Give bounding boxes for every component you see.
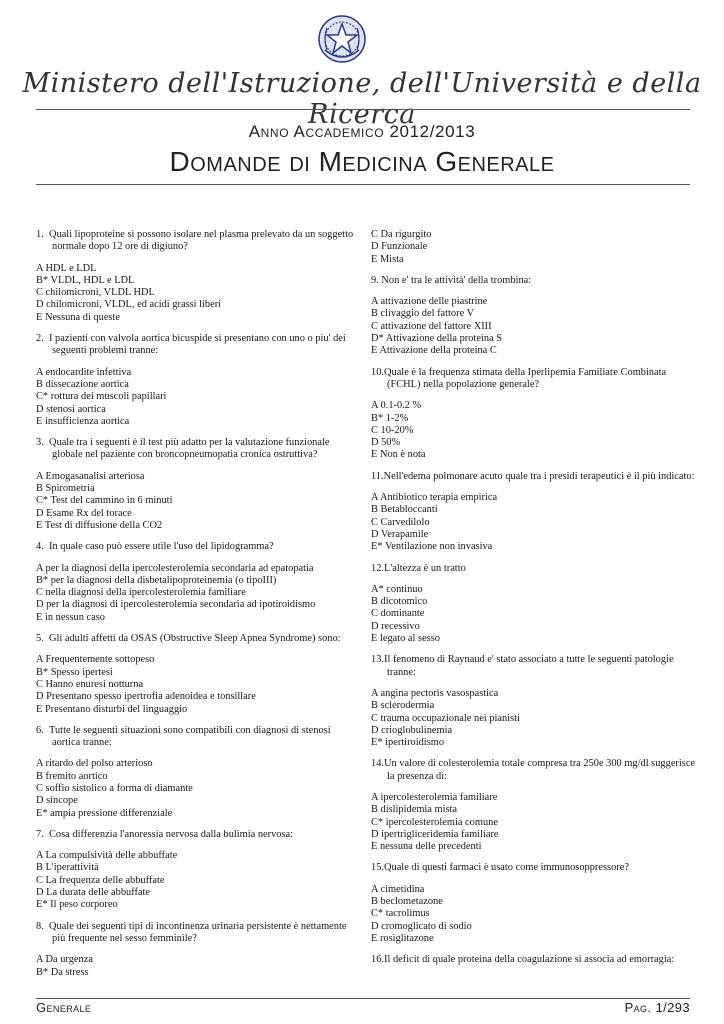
- ministry-name: Ministero dell'Istruzione, dell'Università e della Ricerca: [22, 68, 702, 130]
- question-13: [371, 654, 701, 749]
- answer-option: A ipercolesterolemia familiare: [371, 791, 498, 803]
- header-divider-top: [36, 109, 690, 110]
- question-text: 14.Un valore di colesterolemia totale compresa tra 250e 300 mg/dl suggerisce la presenza di:: [371, 758, 696, 782]
- answer-option: A ritardo del polso arterioso: [36, 758, 153, 770]
- answer-option: A angina pectoris vasospastica: [371, 687, 499, 699]
- answer-option: D cromoglicato di sodio: [371, 920, 472, 932]
- question-8: [36, 921, 358, 979]
- answer-option: A 0.1-0.2 %: [371, 400, 422, 412]
- answer-option: D Esame Rx del torace: [36, 507, 132, 519]
- question-text: 16.Il deficit di quale proteina della coagulazione si associa ad emorragia:: [371, 954, 675, 966]
- answer-option: C* ipercolesterolemia comune: [371, 816, 498, 828]
- answer-option: C trauma occupazionale nei pianisti: [371, 712, 520, 724]
- footer-section: Generale: [36, 1000, 92, 1015]
- answer-option: E legato al sesso: [371, 633, 440, 645]
- answer-option: B sclerodermia: [371, 700, 435, 712]
- question-text: 9. Non e' tra le attività' della trombina:: [371, 274, 532, 286]
- answer-option: A endocardite infettiva: [36, 366, 132, 378]
- republic-emblem-icon: [317, 14, 367, 64]
- question-text: 6. Tutte le seguenti situazioni sono compatibili con diagnosi di stenosi aortica tranne:: [36, 724, 331, 749]
- answer-option: A La compulsività delle abbuffate: [36, 850, 178, 862]
- answer-option: A attivazione delle piastrine: [371, 296, 488, 308]
- answer-option: B* Spesso ipertesi: [36, 666, 113, 678]
- answer-option: D Presentano spesso ipertrofia adenoidea e tonsillare: [36, 691, 256, 703]
- answer-option: B Spirometria: [36, 483, 95, 495]
- question-12: [371, 563, 701, 646]
- answer-option: E Attivazione della proteina C: [371, 345, 497, 357]
- right-question-column: [371, 229, 701, 976]
- question-text: 4. In quale caso può essere utile l'uso del lipidogramma?: [36, 541, 274, 553]
- answer-option: E* Il peso corporeo: [36, 899, 118, 911]
- answer-option: C soffio sistolico a forma di diamante: [36, 782, 193, 794]
- answer-option: E Test di diffusione della CO2: [36, 519, 163, 531]
- answer-option: A per la diagnosi della ipercolesterolemia secondaria ad epatopatia: [36, 562, 314, 574]
- answer-option: C* tacrolimus: [371, 908, 430, 920]
- question-8-continuation: [371, 229, 701, 266]
- answer-option: D Verapamile: [371, 528, 429, 540]
- answer-option: D stenosi aortica: [36, 403, 106, 415]
- answer-option: D* Attivazione della proteina S: [371, 333, 503, 345]
- answer-option: D ipertrigliceridemia familiare: [371, 828, 499, 840]
- answer-option: C* Test del cammino in 6 minuti: [36, 495, 173, 507]
- page-title: Domande di Medicina Generale: [169, 146, 555, 177]
- answer-option: D per la diagnosi di ipercolesterolemia secondaria ad ipotiroidismo: [36, 599, 316, 611]
- answer-option: C Hanno enuresi notturna: [36, 678, 144, 690]
- answer-option: A Da urgenza: [36, 954, 93, 966]
- answer-option: B dislipidemia mista: [371, 804, 458, 816]
- answer-option: D La durata delle abbuffate: [36, 887, 151, 899]
- answer-option: C attivazione del fattore XIII: [371, 320, 492, 332]
- answer-option: C La frequenza delle abbuffate: [36, 874, 165, 886]
- answer-option: E nessuna delle precedenti: [371, 841, 482, 853]
- question-5: [36, 633, 358, 716]
- answer-option: C Da rigurgito: [371, 229, 432, 240]
- answer-option: A* continuo: [371, 583, 423, 595]
- answer-option: D recessivo: [371, 620, 420, 632]
- answer-option: A cimetidina: [371, 883, 425, 895]
- answer-option: D crioglobulinemia: [371, 724, 453, 736]
- question-text: 12.L'altezza è un tratto: [371, 562, 466, 574]
- question-text: 1. Quali lipoproteine si possono isolare nel plasma prelevato da un soggetto normale dopo 12 ore di digiuno?: [36, 229, 354, 253]
- answer-option: A Antibiotico terapia empirica: [371, 492, 498, 504]
- answer-option: E Non è nota: [371, 449, 426, 461]
- question-15: [371, 862, 701, 945]
- answer-option: E* ampia pressione differenziale: [36, 807, 173, 819]
- answer-option: E Nessuna di queste: [36, 311, 120, 323]
- question-2: [36, 333, 358, 428]
- answer-option: D Funzionale: [371, 241, 428, 253]
- answer-option: E Mista: [371, 253, 404, 265]
- answer-option: C nella diagnosi della ipercolesterolemia familiare: [36, 587, 246, 599]
- answer-option: E* ipertiroidismo: [371, 737, 445, 749]
- answer-option: B dicotomico: [371, 596, 428, 608]
- question-3: [36, 437, 358, 532]
- left-question-column: [36, 229, 358, 988]
- question-text: 10.Quale è la frequenza stimata della Iperlipemia Familiare Combinata (FCHL) nella popolazione generale?: [371, 366, 667, 390]
- answer-option: B* per la diagnosi della disbetalipoproteinemia (o tipoIII): [36, 574, 277, 586]
- footer-page-number: Pag. 1/293: [624, 1000, 690, 1015]
- header-divider-bottom: [36, 184, 690, 185]
- answer-option: D chilomicroni, VLDL, ed acidi grassi liberi: [36, 299, 222, 311]
- question-text: 5. Gli adulti affetti da OSAS (Obstructive Sleep Apnea Syndrome) sono:: [36, 633, 341, 645]
- answer-option: C dominante: [371, 608, 425, 620]
- question-16: [371, 954, 701, 966]
- question-text: 11.Nell'edema polmonare acuto quale tra i presidi terapeutici è il più indicato:: [371, 470, 695, 482]
- question-10: [371, 367, 701, 462]
- answer-option: B fremito aortico: [36, 770, 108, 782]
- question-text: 8. Quale dei seguenti tipi di incontinenza urinaria persistente è nettamente più frequente nel sesso femminile?: [36, 920, 347, 944]
- question-14: [371, 758, 701, 853]
- answer-option: A Emogasanalisi arteriosa: [36, 470, 145, 482]
- answer-option: E Presentano disturbi del linguaggio: [36, 703, 188, 715]
- answer-option: B* Da stress: [36, 966, 89, 978]
- answer-option: C 10-20%: [371, 424, 414, 436]
- answer-option: A Frequentemente sottopeso: [36, 654, 155, 666]
- question-text: 13.Il fenomeno di Raynaud e' stato associato a tutte le seguenti patologie tranne:: [371, 654, 674, 678]
- question-text: 7. Cosa differenzia l'anoressia nervosa dalla bulimia nervosa:: [36, 828, 294, 840]
- answer-option: B beclometazone: [371, 896, 443, 908]
- answer-option: C chilomicroni, VLDL HDL: [36, 287, 155, 299]
- answer-option: C* rottura dei muscoli papillari: [36, 391, 167, 403]
- answer-option: B* 1-2%: [371, 412, 409, 424]
- question-1: [36, 229, 358, 324]
- answer-option: E* Ventilazione non invasiva: [371, 541, 493, 553]
- footer-divider: [36, 998, 690, 999]
- answer-option: B Betabloccanti: [371, 504, 438, 516]
- question-text: 3. Quale tra i seguenti è il test più adatto per la valutazione funzionale globale nel paziente con broncopneumopatia cronica ostruttiva?: [36, 437, 330, 461]
- question-7: [36, 829, 358, 912]
- question-4: [36, 541, 358, 624]
- question-text: 15.Quale di questi farmaci è usato come immunosoppressore?: [371, 862, 629, 874]
- answer-option: B* VLDL, HDL e LDL: [36, 274, 135, 286]
- answer-option: B dissecazione aortica: [36, 378, 129, 390]
- answer-option: A HDL e LDL: [36, 262, 97, 274]
- answer-option: E rosiglitazone: [371, 932, 434, 944]
- academic-year: Anno Accademico 2012/2013: [248, 122, 476, 141]
- answer-option: B clivaggio del fattore V: [371, 308, 475, 320]
- question-11: [371, 471, 701, 554]
- answer-option: C Carvedilolo: [371, 516, 430, 528]
- answer-option: E insufficienza aortica: [36, 415, 130, 427]
- answer-option: B L'iperattività: [36, 862, 99, 874]
- question-text: 2. I pazienti con valvola aortica bicuspide si presentano con uno o piu' dei seguenti problemi tranne:: [36, 333, 346, 357]
- answer-option: D sincope: [36, 795, 78, 807]
- question-9: [371, 275, 701, 358]
- answer-option: D 50%: [371, 437, 401, 449]
- question-6: [36, 725, 358, 820]
- answer-option: E in nessun caso: [36, 611, 105, 623]
